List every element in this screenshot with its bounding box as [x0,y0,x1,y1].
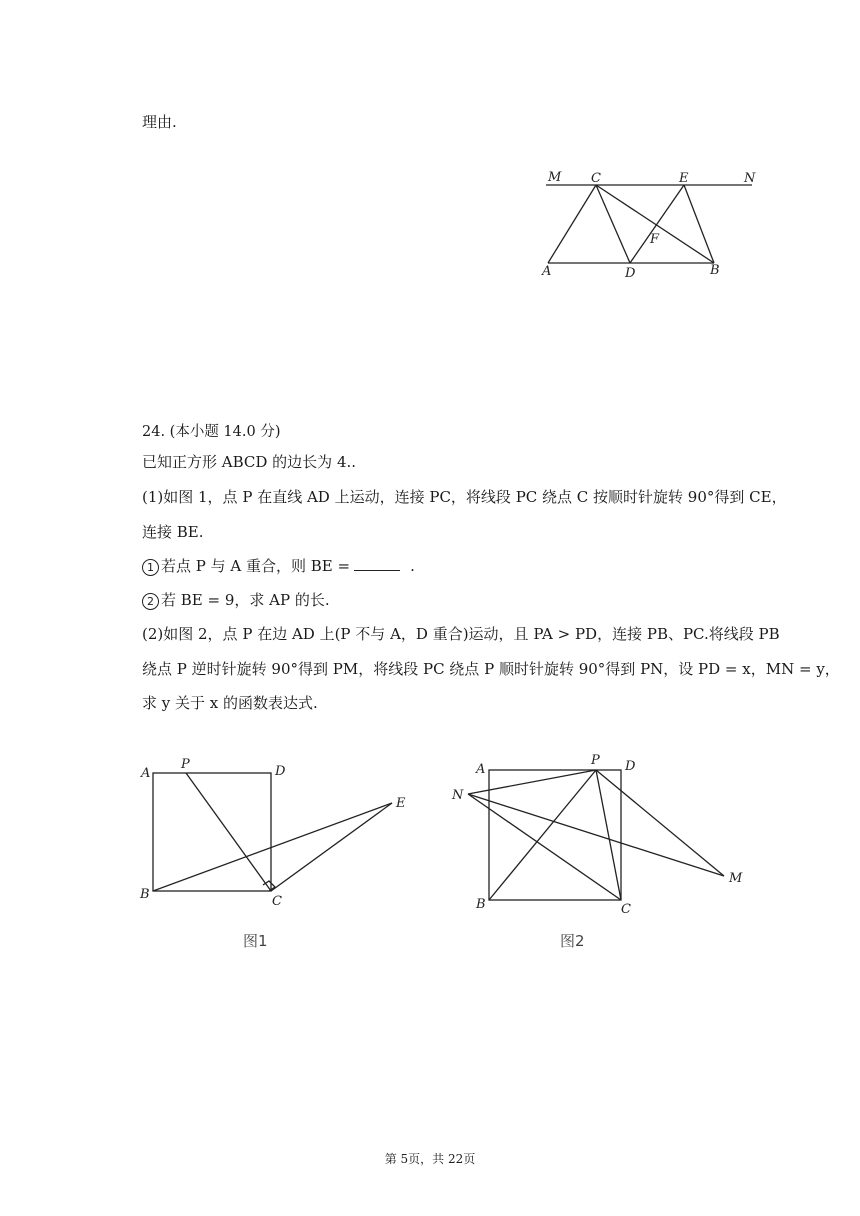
subquestion-2 [142,590,330,610]
previous-question-tail: 理由. [142,113,177,131]
fig1-label-C: C [272,894,282,909]
question-intro: 已知正方形 ABCD 的边长为 4.. [142,453,357,471]
figure-2 [450,752,750,922]
subquestion-1-text: 若点 P 与 A 重合，则 BE = [161,557,351,575]
answer-blank [354,556,400,571]
fig2-label-A: A [476,762,486,777]
fig2-label-N: N [452,788,464,803]
fig2-label-B: B [476,897,486,912]
label-E: E [679,171,689,186]
fig2-label-C: C [621,902,631,917]
part1-line1: (1)如图 1，点 P 在直线 AD 上运动，连接 PC，将线段 PC 绕点 C 按顺时针旋转 90°得到 CE， [142,488,787,506]
question-header: 24. (本小题 14.0 分) [142,424,281,440]
label-D: D [625,266,636,281]
subquestion-2-text: 若 BE = 9，求 AP 的长. [161,591,330,609]
figure-parallel-lines [538,165,768,285]
fig1-label-A: A [141,766,151,781]
subquestion-1 [142,556,415,576]
label-C: C [591,171,601,186]
circled-number-1: 1 [142,559,159,576]
fig1-label-P: P [181,757,190,772]
fig2-label-P: P [591,753,600,768]
figure-1 [136,755,416,915]
label-N: N [744,171,756,186]
label-B: B [710,263,720,278]
page-footer: 第 5页，共 22页 [384,1152,476,1166]
label-A: A [542,264,552,279]
part2-line3: 求 y 关于 x 的函数表达式. [142,694,318,712]
label-M: M [548,170,562,185]
part2-line2: 绕点 P 逆时针旋转 90°得到 PM，将线段 PC 绕点 P 顺时针旋转 90°得到 PN，设 PD = x，MN = y， [142,660,840,678]
part1-line2: 连接 BE. [142,523,204,541]
part2-line1: (2)如图 2，点 P 在边 AD 上(P 不与 A，D 重合)运动，且 PA > PD，连接 PB、PC.将线段 PB [142,625,780,643]
fig2-label-D: D [625,759,636,774]
subquestion-1-end: . [410,557,415,575]
fig1-label-E: E [396,796,406,811]
fig2-label-M: M [729,871,743,886]
label-F: F [650,232,660,247]
fig1-label-D: D [275,764,286,779]
fig1-label-B: B [140,887,150,902]
figure-1-caption: 图1 [243,932,268,950]
circled-number-2: 2 [142,593,159,610]
figure-2-caption: 图2 [560,932,585,950]
